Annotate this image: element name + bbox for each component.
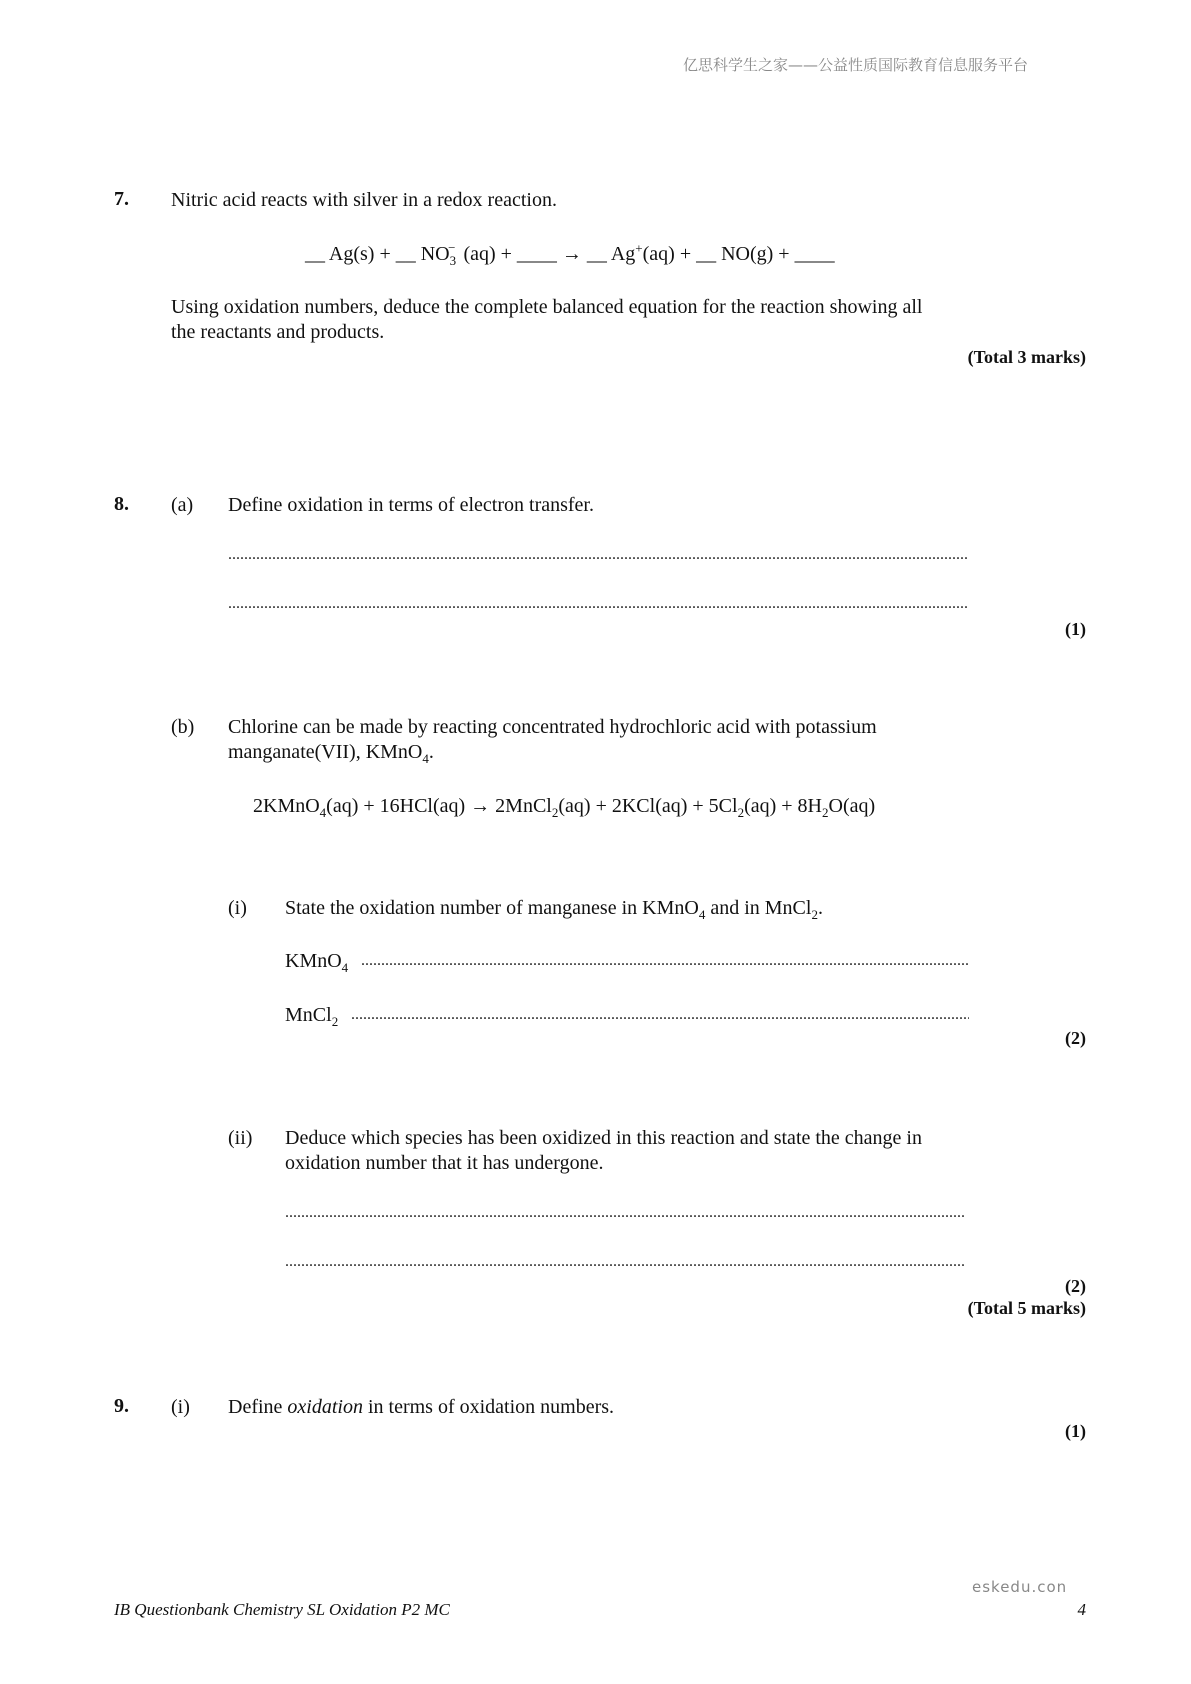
answer-line[interactable] xyxy=(285,1253,965,1271)
question-8b-text-line2: manganate(VII), KMnO$_4$. xyxy=(228,741,434,766)
question-8bii-marks: (2) xyxy=(1065,1276,1086,1296)
question-8bi-label: (i) xyxy=(228,897,247,919)
answer-line[interactable] xyxy=(228,546,969,564)
question-9i-marks: (1) xyxy=(1065,1421,1086,1441)
kmno4-answer-label: KMnO$_4$ xyxy=(285,950,349,975)
question-8bi-text: State the oxidation number of manganese in KMnO$_4$ and in MnCl$_2$. xyxy=(285,897,823,922)
answer-line[interactable] xyxy=(228,595,969,613)
question-7-instruction-line1: Using oxidation numbers, deduce the complete balanced equation for the reaction showing all xyxy=(171,296,923,318)
question-8bii-label: (ii) xyxy=(228,1127,253,1149)
question-7-equation: __ Ag(s) + __ $NO_3^-$ (aq) + ____ → __ Ag+(aq) + __ NO(g) + ____ xyxy=(305,240,835,268)
question-8b-label: (b) xyxy=(171,716,195,738)
question-9i-label: (i) xyxy=(171,1396,190,1418)
kmno4-answer-line[interactable] xyxy=(361,952,969,970)
header-watermark: 亿思科学生之家——公益性质国际教育信息服务平台 xyxy=(683,56,1029,74)
question-7-number: 7. xyxy=(114,188,129,210)
question-9i-text xyxy=(228,1395,614,1419)
footer-site-watermark: eskedu.con xyxy=(972,1578,1068,1596)
question-8bi-marks: (2) xyxy=(1065,1028,1086,1048)
question-8bii-text-line1: Deduce which species has been oxidized in this reaction and state the change in xyxy=(285,1127,922,1149)
question-8-number: 8. xyxy=(114,493,129,515)
question-7-total-marks: (Total 3 marks) xyxy=(967,347,1086,367)
mncl2-answer-label: MnCl$_2$ xyxy=(285,1004,339,1029)
mncl2-answer-line[interactable] xyxy=(351,1006,969,1024)
question-9i-text-before: Define xyxy=(228,1396,288,1418)
footer-page-number: 4 xyxy=(1077,1600,1086,1619)
footer-title: IB Questionbank Chemistry SL Oxidation P2 MC xyxy=(114,1600,450,1619)
question-8a-marks: (1) xyxy=(1065,619,1086,639)
question-8b-equation: 2KMnO$_4$(aq) + 16HCl(aq) → 2MnCl$_2$(aq) + $2KCl(aq) + 5Cl_2(aq) + 8H_2O(aq)$ xyxy=(253,795,876,820)
question-8bii-text-line2: oxidation number that it has undergone. xyxy=(285,1152,604,1174)
question-9i-text-italic: oxidation xyxy=(287,1396,363,1418)
question-8b-text-line1: Chlorine can be made by reacting concentrated hydrochloric acid with potassium xyxy=(228,716,877,738)
question-9-number: 9. xyxy=(114,1395,129,1417)
question-7-intro: Nitric acid reacts with silver in a redox reaction. xyxy=(171,189,557,211)
question-8a-label: (a) xyxy=(171,494,194,516)
question-8-total-marks: (Total 5 marks) xyxy=(967,1298,1086,1318)
answer-line[interactable] xyxy=(285,1204,965,1222)
question-9i-text-after: in terms of oxidation numbers. xyxy=(362,1396,615,1418)
question-8a-text: Define oxidation in terms of electron transfer. xyxy=(228,494,594,516)
question-7-instruction-line2: the reactants and products. xyxy=(171,321,385,343)
